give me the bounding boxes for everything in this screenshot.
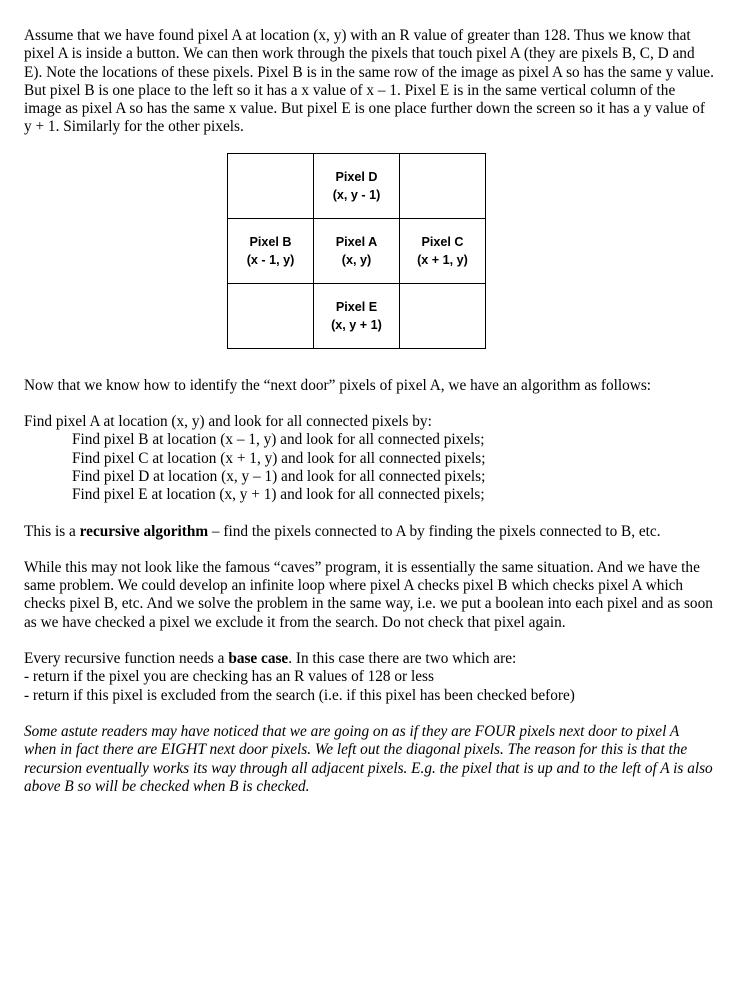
pixel-neighbour-grid [227,153,486,349]
base-case-text-after: . In this case there are two which are: [288,650,517,668]
pixel-c-label: Pixel C [421,234,464,249]
recursive-term: recursive algorithm [79,522,209,540]
grid-cell-pixel-b [228,218,314,283]
recursive-text-before: This is a [24,522,80,540]
next-door-paragraph: Now that we know how to identify the “next door” pixels of pixel A, we have an algorithm as follows: [24,376,652,394]
pixel-c-location: (x + 1, y) [417,252,468,267]
base-case-term: base case [228,650,289,668]
base-case-intro [24,650,714,668]
algorithm-block [24,413,714,504]
grid-cell-top-left [228,153,314,218]
base-case-item-1: - return if the pixel you are checking has an R values of 128 or less [24,668,434,686]
pixel-e-location: (x, y + 1) [331,317,382,332]
caves-paragraph: While this may not look like the famous “caves” program, it is essentially the same situation. And we have the same problem. We could develop an infinite loop where pixel A checks pixel B which checks pixel A which checks pixel B, etc. And we solve the problem in the same way, i.e. we put a boolean into each pixel and as soon as we have checked a pixel we exclude it from the search. Do not check that pixel again. [24,558,713,631]
algorithm-step-e: Find pixel E at location (x, y + 1) and look for all connected pixels; [72,486,485,504]
document-page [24,27,714,796]
pixel-a-location: (x, y) [341,252,372,267]
pixel-b-label: Pixel B [249,234,292,249]
recursive-text-after: – find the pixels connected to A by finding the pixels connected to B, etc. [208,522,661,540]
base-case-block [24,650,714,705]
grid-cell-bottom-left [228,283,314,348]
algorithm-step-b: Find pixel B at location (x – 1, y) and look for all connected pixels; [72,431,485,449]
pixel-d-label: Pixel D [335,169,378,184]
grid-cell-pixel-e [314,283,400,348]
grid-cell-bottom-right [400,283,486,348]
pixel-b-location: (x - 1, y) [246,252,295,267]
intro-paragraph: Assume that we have found pixel A at location (x, y) with an R value of greater than 128. Thus we know that pixel A is inside a button. We can then work through the pixels that touch pixel A (they are pixels B, C, D and E). Note the locations of these pixels. Pixel B is in the same row of the image as pixel A so has the same y value. But pixel B is one place to the left so it has a x value of x – 1. Pixel E is in the same vertical column of the image as pixel A so has the same x value. But pixel E is one place further down the screen so it has a y value of y + 1. Similarly for the other pixels. [24,27,714,136]
recursive-paragraph [24,523,714,541]
grid-cell-pixel-c [400,218,486,283]
algorithm-step-c: Find pixel C at location (x + 1, y) and look for all connected pixels; [72,449,486,467]
base-case-text-before: Every recursive function needs a [24,650,229,668]
grid-cell-pixel-d [314,153,400,218]
algorithm-header: Find pixel A at location (x, y) and look for all connected pixels by: [24,413,432,431]
pixel-a-label: Pixel A [335,234,378,249]
base-case-item-2: - return if this pixel is excluded from the search (i.e. if this pixel has been checked before) [24,686,575,704]
algorithm-step-d: Find pixel D at location (x, y – 1) and look for all connected pixels; [72,467,486,485]
pixel-e-label: Pixel E [335,299,378,314]
grid-cell-pixel-a [314,218,400,283]
pixel-d-location: (x, y - 1) [332,187,381,202]
grid-cell-top-right [400,153,486,218]
diagonal-note-paragraph: Some astute readers may have noticed that we are going on as if they are FOUR pixels next door to pixel A when in fact there are EIGHT next door pixels. We left out the diagonal pixels. The reason for this is that the recursion eventually works its way through all adjacent pixels. E.g. the pixel that is up and to the left of A is also above B so will be checked when B is checked. [24,722,713,795]
